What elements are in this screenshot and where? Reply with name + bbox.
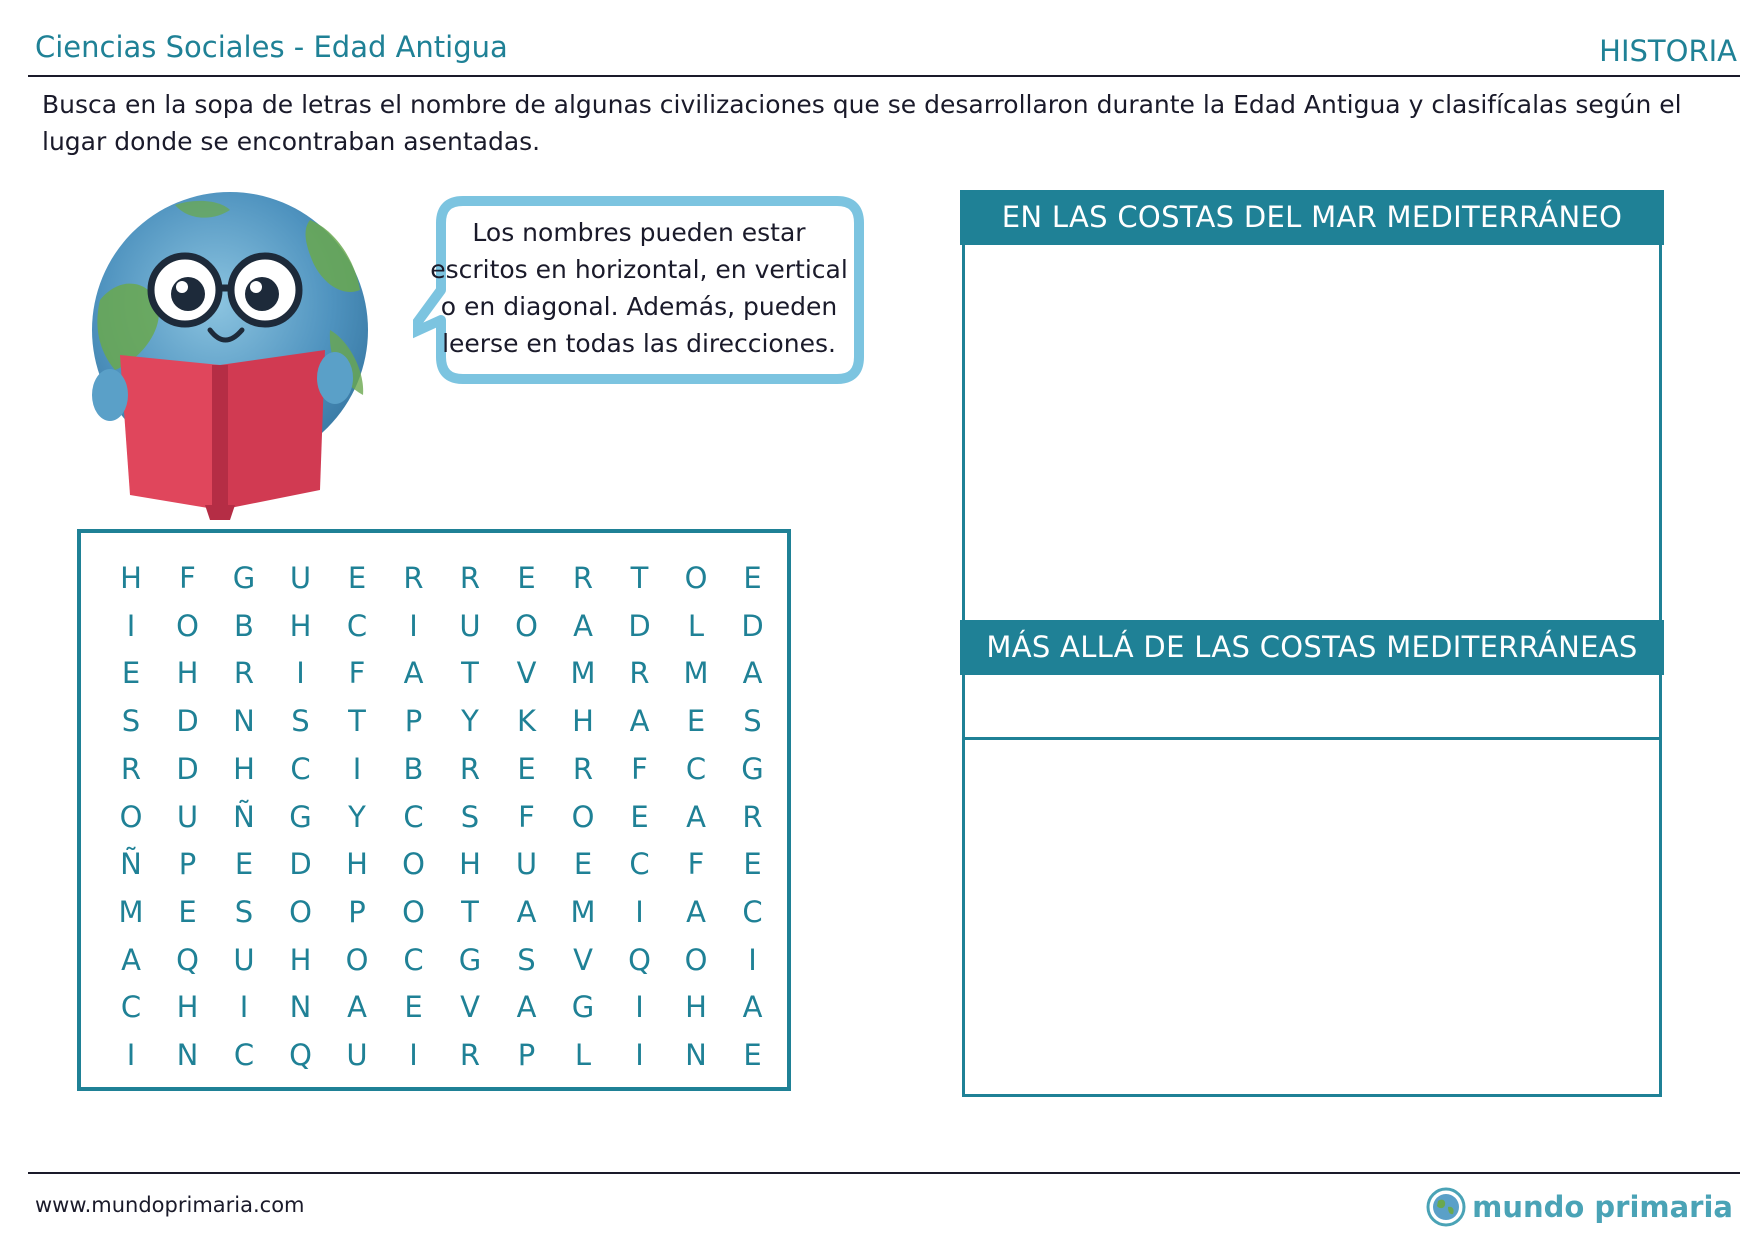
word-search-letter[interactable]: O — [345, 942, 369, 977]
bubble-line: o en diagonal. Además, pueden — [440, 292, 838, 321]
word-search-row — [81, 701, 787, 741]
word-search-letter[interactable]: D — [289, 847, 312, 882]
word-search-letter[interactable]: S — [234, 894, 254, 929]
header-divider — [28, 75, 1740, 77]
word-search-letter[interactable]: N — [685, 1038, 707, 1072]
footer-divider — [28, 1172, 1740, 1174]
word-search-letter[interactable]: O — [684, 942, 708, 977]
word-search-letter[interactable]: O — [289, 894, 312, 929]
word-search-letter[interactable]: O — [402, 847, 425, 882]
bubble-line: escritos en horizontal, en vertical — [430, 255, 848, 284]
word-search-letter[interactable]: E — [686, 704, 706, 739]
word-search-letter[interactable]: L — [574, 1038, 592, 1072]
word-search-letter[interactable]: U — [346, 1038, 368, 1072]
brand-name: mundo primaria — [1472, 1190, 1733, 1224]
word-search-letter[interactable]: O — [571, 799, 595, 834]
word-search-letter[interactable]: B — [234, 608, 254, 643]
mediterranean-heading: EN LAS COSTAS DEL MAR MEDITERRÁNEO — [960, 190, 1664, 245]
word-search-letter[interactable]: S — [121, 704, 141, 739]
word-search-letter[interactable]: H — [176, 656, 199, 691]
word-search-letter[interactable]: A — [516, 990, 537, 1025]
word-search-letter[interactable]: T — [461, 656, 479, 691]
word-search-letter[interactable]: E — [630, 799, 649, 834]
word-search-letter[interactable]: U — [459, 608, 481, 643]
word-search-letter[interactable]: G — [741, 751, 764, 786]
word-search-letter[interactable]: S — [291, 704, 310, 739]
word-search-letter[interactable]: I — [126, 1038, 136, 1072]
word-search-letter[interactable]: Q — [176, 942, 199, 977]
word-search-letter[interactable]: I — [409, 1038, 418, 1072]
word-search-letter[interactable]: D — [176, 704, 199, 739]
word-search-letter[interactable]: K — [516, 704, 537, 739]
word-search-letter[interactable]: Y — [461, 704, 479, 739]
word-search-letter[interactable]: A — [516, 894, 537, 929]
word-search-row — [81, 1035, 787, 1075]
word-search-letter[interactable]: Ñ — [233, 799, 255, 834]
word-search-letter[interactable]: G — [289, 799, 312, 834]
word-search-letter[interactable]: N — [176, 1038, 199, 1072]
word-search-letter[interactable]: A — [686, 894, 706, 929]
word-search-letter[interactable]: H — [120, 561, 142, 595]
bubble-line: leerse en todas las direcciones. — [442, 329, 836, 358]
footer-url[interactable]: www.mundoprimaria.com — [35, 1193, 305, 1217]
word-search-letter[interactable]: F — [687, 847, 705, 882]
word-search-row — [81, 987, 787, 1027]
beyond-mediterranean-heading: MÁS ALLÁ DE LAS COSTAS MEDITERRÁNEAS — [960, 620, 1664, 675]
word-search-letter[interactable]: R — [572, 561, 594, 595]
word-search-letter[interactable]: G — [571, 990, 595, 1025]
word-search-letter[interactable]: H — [289, 608, 312, 643]
word-search-letter[interactable]: C — [290, 751, 311, 786]
word-search-letter[interactable]: Q — [628, 942, 651, 977]
page-area-label: HISTORIA — [1599, 34, 1737, 68]
word-search-letter[interactable]: M — [118, 894, 144, 929]
word-search-row — [81, 558, 787, 598]
word-search-letter[interactable]: O — [515, 608, 538, 643]
word-search-letter[interactable]: D — [628, 608, 651, 643]
speech-bubble-text — [425, 214, 853, 362]
word-search-letter[interactable]: L — [687, 608, 705, 643]
word-search-letter[interactable]: A — [347, 990, 367, 1025]
word-search-letter[interactable]: O — [119, 799, 143, 834]
beyond-mediterranean-answer-box[interactable] — [962, 620, 1662, 1097]
word-search-letter[interactable]: A — [686, 799, 706, 834]
word-search-letter[interactable]: T — [461, 894, 479, 929]
word-search-letter[interactable]: H — [289, 942, 312, 977]
word-search-letter[interactable]: S — [460, 799, 480, 834]
word-search-letter[interactable]: C — [403, 942, 424, 977]
word-search-letter[interactable]: T — [630, 561, 649, 595]
word-search-letter[interactable]: I — [409, 608, 418, 643]
book-icon — [120, 350, 325, 520]
word-search-row — [81, 797, 787, 837]
word-search-letter[interactable]: F — [518, 799, 535, 834]
word-search-letter[interactable]: M — [570, 894, 596, 929]
word-search-letter[interactable]: S — [743, 704, 762, 739]
word-search-letter[interactable]: M — [683, 656, 709, 691]
earth-mascot-reading-illustration — [80, 180, 380, 525]
word-search-letter[interactable]: V — [516, 656, 537, 691]
word-search-letter[interactable]: E — [517, 561, 536, 595]
word-search-row — [81, 844, 787, 884]
word-search-letter[interactable]: I — [239, 990, 249, 1025]
word-search-letter[interactable]: I — [635, 894, 644, 929]
word-search-letter[interactable]: Ñ — [120, 847, 142, 882]
word-search-letter[interactable]: I — [635, 1038, 644, 1072]
word-search-letter[interactable]: O — [176, 608, 199, 643]
word-search-row — [81, 892, 787, 932]
word-search-letter[interactable]: G — [458, 942, 482, 977]
word-search-letter[interactable]: U — [233, 942, 255, 977]
word-search-letter[interactable]: F — [631, 751, 648, 786]
word-search-letter[interactable]: V — [573, 942, 593, 977]
page-subject: Ciencias Sociales - Edad Antigua — [35, 30, 508, 64]
word-search-letter[interactable]: R — [459, 561, 481, 595]
word-search-row — [81, 606, 787, 646]
word-search-letter[interactable]: A — [742, 656, 763, 691]
word-search-letter[interactable]: F — [348, 656, 366, 691]
word-search-letter[interactable]: H — [176, 990, 199, 1025]
word-search-letter[interactable]: E — [743, 1038, 762, 1072]
word-search-letter[interactable]: D — [741, 608, 764, 643]
word-search-letter[interactable]: A — [629, 704, 650, 739]
word-search-letter[interactable]: H — [233, 751, 255, 786]
word-search-letter[interactable]: S — [517, 942, 536, 977]
word-search-letter[interactable]: U — [515, 847, 538, 882]
word-search-letter[interactable]: I — [635, 990, 644, 1025]
word-search-row — [81, 653, 787, 693]
word-search-letter[interactable]: A — [403, 656, 424, 691]
word-search-letter[interactable]: E — [234, 847, 254, 882]
word-search-letter[interactable]: U — [176, 799, 199, 834]
word-search-letter[interactable]: U — [289, 561, 312, 595]
globe-icon — [1426, 1187, 1466, 1227]
word-search-letter[interactable]: C — [120, 990, 142, 1025]
word-search-letter[interactable]: E — [121, 656, 141, 691]
word-search-letter[interactable]: B — [403, 751, 424, 786]
word-search-letter[interactable]: Y — [348, 799, 366, 834]
word-search-letter[interactable]: P — [178, 847, 197, 882]
word-search-letter[interactable]: H — [572, 704, 594, 739]
word-search-letter[interactable]: C — [742, 894, 763, 929]
word-search-letter[interactable]: P — [404, 704, 423, 739]
word-search-letter[interactable]: F — [179, 561, 196, 595]
word-search-letter[interactable]: D — [176, 751, 199, 786]
word-search-letter[interactable]: H — [346, 847, 368, 882]
word-search-row — [81, 940, 787, 980]
word-search-letter[interactable]: P — [348, 894, 366, 929]
word-search-letter[interactable]: I — [126, 608, 136, 643]
word-search-letter[interactable]: E — [573, 847, 593, 882]
word-search-letter[interactable]: E — [743, 561, 762, 595]
instructions-text: Busca en la sopa de letras el nombre de algunas civilizaciones que se desarrollaron durante la Edad Antigua y clasifícalas según el lugar donde se encontraban asentadas. — [42, 90, 1682, 156]
word-search-letter[interactable]: C — [233, 1038, 255, 1072]
brand-logo — [1426, 1185, 1733, 1229]
bubble-line: Los nombres pueden estar — [472, 218, 806, 247]
word-search-letter[interactable]: O — [684, 561, 708, 595]
word-search-letter[interactable]: R — [629, 656, 650, 691]
word-search-letter[interactable]: H — [459, 847, 481, 882]
word-search-letter[interactable]: I — [748, 942, 757, 977]
word-search-letter[interactable]: N — [289, 990, 312, 1025]
word-search-letter[interactable]: C — [685, 751, 707, 786]
word-search-letter[interactable]: G — [232, 561, 256, 595]
word-search-letter[interactable]: C — [403, 799, 424, 834]
word-search-letter[interactable]: T — [348, 704, 366, 739]
word-search-letter[interactable]: R — [459, 751, 481, 786]
word-search-letter[interactable]: M — [570, 656, 596, 691]
word-search-letter[interactable]: R — [572, 751, 594, 786]
word-search-letter[interactable]: E — [178, 894, 197, 929]
word-search-letter[interactable]: A — [121, 942, 141, 977]
word-search-letter[interactable]: R — [120, 751, 142, 786]
word-search-letter[interactable]: O — [402, 894, 425, 929]
word-search-letter[interactable]: I — [296, 656, 305, 691]
word-search-letter[interactable]: Q — [289, 1038, 312, 1072]
word-search-letter[interactable]: E — [347, 561, 367, 595]
word-search-letter[interactable]: H — [685, 990, 707, 1025]
word-search-letter[interactable]: R — [459, 1038, 481, 1072]
word-search-letter[interactable]: N — [233, 704, 255, 739]
word-search-letter[interactable]: E — [404, 990, 423, 1025]
word-search-letter[interactable]: E — [517, 751, 536, 786]
word-search-letter[interactable]: I — [352, 751, 362, 786]
word-search-letter[interactable]: C — [629, 847, 650, 882]
word-search-letter[interactable]: R — [233, 656, 255, 691]
word-search-letter[interactable]: E — [743, 847, 762, 882]
word-search-letter[interactable]: V — [460, 990, 480, 1025]
word-search-row — [81, 749, 787, 789]
word-search-letter[interactable]: R — [742, 799, 763, 834]
word-search-letter[interactable]: R — [403, 561, 424, 595]
word-search-letter[interactable]: C — [346, 608, 368, 643]
word-search-letter[interactable]: A — [573, 608, 593, 643]
word-search-letter[interactable]: P — [517, 1038, 536, 1072]
word-search-grid — [77, 529, 791, 1091]
word-search-letter[interactable]: A — [742, 990, 763, 1025]
